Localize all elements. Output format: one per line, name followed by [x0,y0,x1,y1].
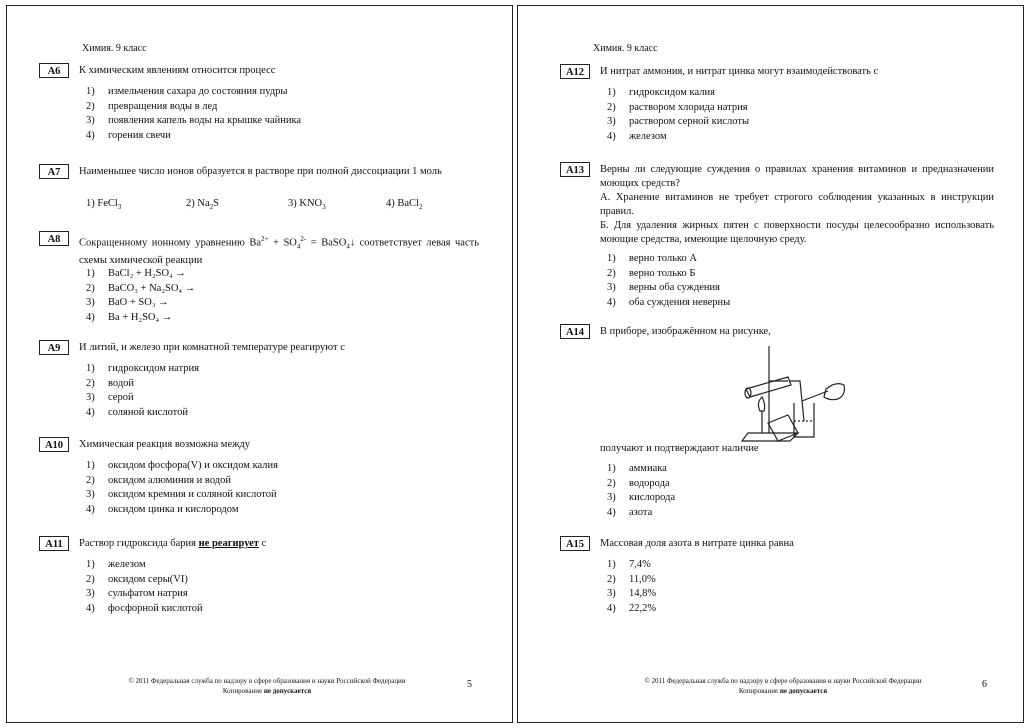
statement-a: А. Хранение витаминов не требует строгого соблюдения указанных в инструкции правил. [600,192,994,217]
question-label: А14 [560,324,590,339]
page-footer: © 2011 Федеральная служба по надзору в сфере образования и науки Российской Федерации Копирование не допускается [128,677,406,695]
option-4: 4) Ba + H₂SO₄ → [86,311,173,323]
option-1: 1) 7,4% [607,559,651,570]
question-text [600,163,994,247]
option-1: 1) гидроксидом натрия [86,363,199,374]
question-text: Наименьшее число ионов образуется в растворе при полной диссоциации 1 моль [79,166,442,177]
question-text: И литий, и железо при комнатной температуре реагируют с [79,342,345,353]
page-header: Химия. 9 класс [82,43,147,54]
options-list [607,558,656,616]
options-list [86,558,203,616]
page-header: Химия. 9 класс [593,43,658,54]
options-list [86,459,278,517]
question-text: Массовая доля азота в нитрате цинка равна [600,538,794,549]
option-1: 1) оксидом фосфора(V) и оксидом калия [86,460,278,471]
question-stem: Верны ли следующие суждения о правилах хранения витаминов и предназначении моющих средств? [600,164,994,189]
option-3: 3) сульфатом натрия [86,588,188,599]
lab-apparatus-figure [738,341,848,446]
question-text: Химическая реакция возможна между [79,439,250,450]
question-label: А8 [39,231,69,246]
question-label: А13 [560,162,590,177]
option-3: 3) появления капель воды на крышке чайника [86,115,302,126]
option-3: 3) BaO + SO₃ → [86,297,169,308]
options-list [607,462,675,520]
question-label: А9 [39,340,69,355]
option-2: 2) верно только Б [607,267,696,279]
options-list [86,85,301,143]
question-text: Раствор гидроксида бария не реагирует с [79,538,267,549]
option-3: 3) верны оба суждения [607,282,720,293]
question-label: А6 [39,63,69,78]
option-1: 1) измельчения сахара до состояния пудры [86,86,288,97]
question-text-continued: получают и подтверждают наличие [600,443,759,454]
option-4: 4) соляной кислотой [86,406,189,418]
option-2: 2) $Na_2S$ [186,198,219,212]
option-4: 4) BaCl$_2$ [386,198,423,212]
option-2: 2) оксидом серы(VI) [86,573,188,585]
option-4: 4) фосфорной кислотой [86,602,203,614]
question-label: А15 [560,536,590,551]
question-text: В приборе, изображённом на рисунке, [600,326,771,337]
option-2: 2) оксидом алюминия и водой [86,474,231,486]
page-footer: © 2011 Федеральная служба по надзору в сфере образования и науки Российской Федерации Копирование не допускается [644,677,922,695]
options-list [86,267,195,325]
option-2: 2) BaCO₃ + Na₂SO₄ → [86,282,196,294]
option-3: 3) кислорода [607,492,676,503]
option-1: 1) железом [86,559,146,570]
statement-b: Б. Для удаления жирных пятен с поверхности посуды целесообразно использовать моющие средства, имеющие щелочную среду. [600,220,994,245]
question-text: К химическим явлениям относится процесс [79,65,276,76]
question-label: А12 [560,64,590,79]
question-label: А7 [39,164,69,179]
option-2: 2) раствором хлорида натрия [607,101,748,113]
option-1: 1) верно только А [607,253,697,264]
option-4: 4) оксидом цинка и кислородом [86,503,239,515]
option-3: 3) 14,8% [607,588,657,599]
option-1: 1) аммиака [607,463,667,474]
option-2: 2) водорода [607,477,670,489]
question-label: А10 [39,437,69,452]
option-4: 4) азота [607,506,653,518]
option-3: 3) оксидом кремния и соляной кислотой [86,489,277,500]
option-4: 4) железом [607,130,667,142]
option-2: 2) 11,0% [607,573,656,585]
page-number: 5 [467,679,472,690]
question-text: Сокращенному ионному уравнению $Ba^{2+} + SO_4^{2-}$ = BaSO$_4$↓ соответствует левая часть схемы химической реакции [79,235,479,266]
option-3: 3) серой [86,392,134,403]
right-page [517,5,1024,723]
option-1: 1) гидроксидом калия [607,87,715,98]
option-2: 2) водой [86,377,135,389]
page-number: 6 [982,679,987,690]
question-text: И нитрат аммония, и нитрат цинка могут взаимодействовать с [600,66,879,77]
option-1: 1) BaCl₂ + H₂SO₄ → [86,268,186,279]
option-4: 4) 22,2% [607,602,657,614]
option-4: 4) горения свечи [86,129,171,141]
option-1: 1) FeCl$_3$ [86,198,122,212]
options-list [86,362,199,420]
option-3: 3) раствором серной кислоты [607,116,750,127]
options-list [607,252,730,310]
options-list [607,86,749,144]
left-page [6,5,513,723]
option-3: 3) $KNO_3$ [288,198,326,212]
option-4: 4) оба суждения неверны [607,296,731,308]
question-label: А11 [39,536,69,551]
option-2: 2) превращения воды в лед [86,100,218,112]
